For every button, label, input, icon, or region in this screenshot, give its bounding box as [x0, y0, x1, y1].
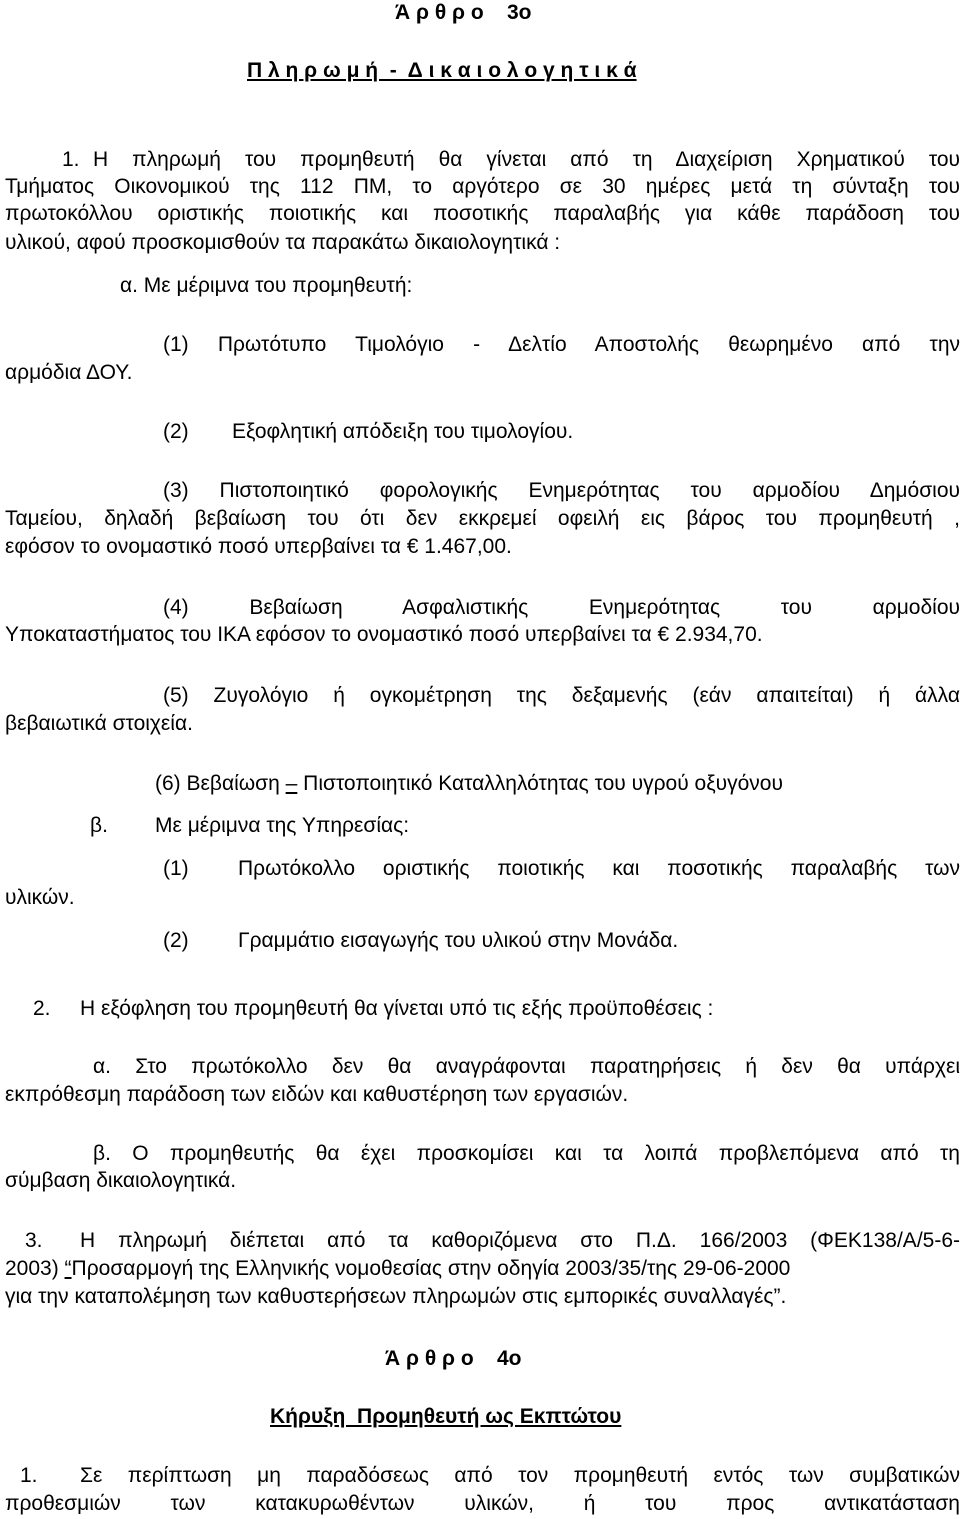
p3-line-2 [5, 1256, 790, 1282]
p2-b-line-1: β. Ο προμηθευτής θα έχει προσκομίσει και τα λοιπά προβλεπόμενα από τη [93, 1142, 960, 1165]
p1-b2-text: Γραμμάτιο εισαγωγής του υλικού στην Μονάδα. [238, 929, 679, 952]
p1-a6-rest: Πιστοποιητικό Καταλληλότητας του υγρού οξυγόνου [297, 772, 783, 795]
p3-open-quote: “ [64, 1257, 72, 1280]
p1-a4-line-1: (4) Βεβαίωση Ασφαλιστικής Ενημερότητας του αρμοδίου [163, 596, 960, 619]
p1-b-text: Με μέριμνα της Υπηρεσίας: [155, 814, 410, 837]
p2-number: 2. [33, 997, 51, 1020]
p2-text: Η εξόφληση του προμηθευτή θα γίνεται υπό τις εξής προϋποθέσεις : [80, 997, 714, 1020]
a4-p1-line-2: προθεσμιών των κατακυρωθέντων υλικών, ή του προς αντικατάσταση [5, 1492, 960, 1515]
p1-number: 1. [62, 148, 80, 171]
p1-a5-line-2: βεβαιωτικά στοιχεία. [5, 712, 193, 735]
p1-line-1: Η πληρωμή του προμηθευτή θα γίνεται από τη Διαχείριση Χρηματικού του [93, 148, 960, 171]
p1-b1-text: Πρωτόκολλο οριστικής ποιοτικής και ποσοτικής παραλαβής των [238, 857, 960, 880]
p1-b2-number: (2) [163, 929, 189, 952]
a4-p1-line-1: Σε περίπτωση μη παραδόσεως από τον προμηθευτή εντός των συμβατικών [80, 1464, 960, 1487]
p1-line-3: πρωτοκόλλου οριστικής ποιοτικής και ποσοτικής παραλαβής για κάθε παράδοση του [5, 202, 960, 225]
p1-b-number: β. [90, 814, 108, 837]
p1-line-4: υλικού, αφού προσκομισθούν τα παρακάτω δικαιολογητικά : [5, 231, 561, 254]
article-3-subheading: Π λ η ρ ω μ ή - Δ ι κ α ι ο λ ο γ η τ ι κ ά [247, 59, 637, 82]
p1-a1-line-1: (1) Πρωτότυπο Τιμολόγιο - Δελτίο Αποστολής θεωρημένο από την [163, 333, 960, 356]
p1-a3-line-2: Ταμείου, δηλαδή βεβαίωση του ότι δεν εκκρεμεί οφειλή εις βάρος του προμηθευτή , [5, 507, 960, 530]
p1-a5-line-1: (5) Ζυγολόγιο ή ογκομέτρηση της δεξαμενής (εάν απαιτείται) ή άλλα [163, 684, 960, 707]
p1-b1-number: (1) [163, 857, 189, 880]
p1-a-label: α. Με μέριμνα του προμηθευτή: [120, 274, 413, 297]
a4-p1-number: 1. [20, 1464, 38, 1487]
p3-number: 3. [25, 1229, 43, 1252]
p1-a2-text: Εξοφλητική απόδειξη του τιμολογίου. [232, 420, 574, 443]
p1-a6-prefix: (6) Βεβαίωση [155, 772, 286, 795]
p1-a6-dash: – [285, 772, 298, 795]
p1-a6-line [155, 771, 783, 797]
article-3-heading: Ά ρ θ ρ ο 3ο [395, 1, 532, 24]
p2-a-line-2: εκπρόθεσμη παράδοση των ειδών και καθυστέρηση των εργασιών. [5, 1083, 629, 1106]
p2-a-line-1: α. Στο πρωτόκολλο δεν θα αναγράφονται παρατηρήσεις ή δεν θα υπάρχει [93, 1055, 960, 1078]
p1-a1-line-2: αρμόδια ΔΟΥ. [5, 361, 133, 384]
p2-b-line-2: σύμβαση δικαιολογητικά. [5, 1169, 237, 1192]
p1-b1-line-2: υλικών. [5, 886, 75, 909]
p1-a4-line-2: Υποκαταστήματος του ΙΚΑ εφόσον το ονομαστικό ποσό υπερβαίνει τα € 2.934,70. [5, 623, 763, 646]
article-4-subheading: Κήρυξη Προμηθευτή ως Εκπτώτου [270, 1405, 622, 1428]
p1-a2-number: (2) [163, 420, 189, 443]
p3-line-2-year: 2003) [5, 1257, 65, 1280]
p3-line-1: Η πληρωμή διέπεται από τα καθοριζόμενα στο Π.Δ. 166/2003 (ΦΕΚ138/Α/5-6- [80, 1229, 960, 1252]
p3-line-2-text: Προσαρμογή της Ελληνικής νομοθεσίας στην οδηγία 2003/35/της 29-06-2000 [71, 1257, 791, 1280]
p3-line-3: για την καταπολέμηση των καθυστερήσεων πληρωμών στις εμπορικές συναλλαγές”. [5, 1285, 787, 1308]
p1-line-2: Τμήματος Οικονομικού της 112 ΠΜ, το αργότερο σε 30 ημέρες μετά τη σύνταξη του [5, 175, 960, 198]
article-4-heading: Ά ρ θ ρ ο 4ο [385, 1347, 522, 1370]
p1-a3-line-3: εφόσον το ονομαστικό ποσό υπερβαίνει τα € 1.467,00. [5, 535, 512, 558]
p1-a3-line-1: (3) Πιστοποιητικό φορολογικής Ενημερότητας του αρμοδίου Δημόσιου [163, 479, 960, 502]
